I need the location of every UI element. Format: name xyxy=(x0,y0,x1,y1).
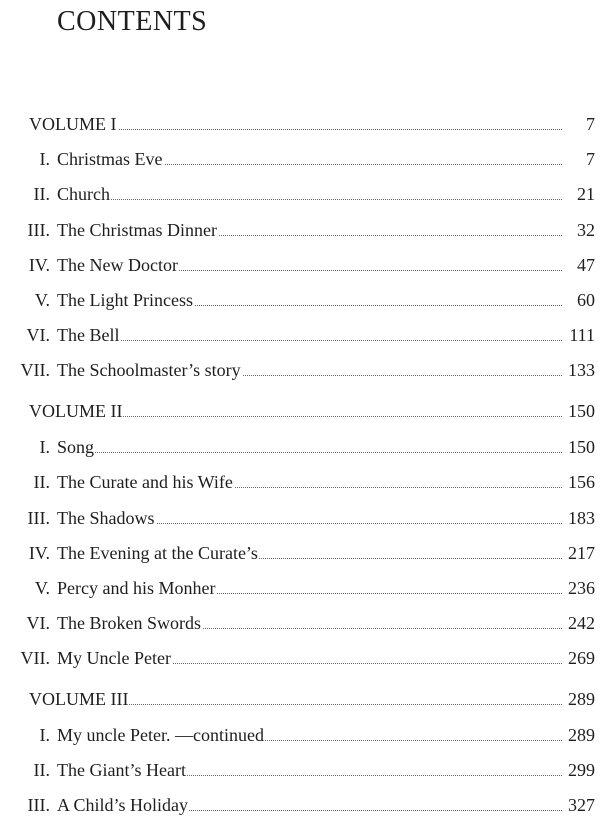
chapter-number: III. xyxy=(27,795,50,815)
chapter-title: The New Doctor xyxy=(57,255,178,275)
chapter-title: My uncle Peter. —continued xyxy=(57,725,264,745)
chapter-title: Church xyxy=(57,184,110,204)
chapter-entry[interactable] xyxy=(0,218,612,242)
chapter-number: VI. xyxy=(26,613,50,633)
chapter-title: The Curate and his Wife xyxy=(57,472,233,492)
chapter-number: II. xyxy=(33,184,50,204)
page-number: 21 xyxy=(577,184,595,204)
chapter-entry[interactable] xyxy=(0,541,612,565)
chapter-entry[interactable] xyxy=(0,435,612,459)
volume-title: VOLUME I xyxy=(29,114,117,134)
chapter-number: VII. xyxy=(20,648,50,668)
page-title: CONTENTS xyxy=(57,6,208,37)
chapter-number: I. xyxy=(39,149,50,169)
chapter-title: The Giant’s Heart xyxy=(57,760,186,780)
chapter-number: VI. xyxy=(26,325,50,345)
chapter-number: II. xyxy=(33,472,50,492)
chapter-number: I. xyxy=(39,725,50,745)
volume-title: VOLUME III xyxy=(29,689,129,709)
chapter-title: The Shadows xyxy=(57,508,155,528)
chapter-entry[interactable] xyxy=(0,470,612,494)
chapter-entry[interactable] xyxy=(0,288,612,312)
chapter-entry[interactable] xyxy=(0,506,612,530)
chapter-entry[interactable] xyxy=(0,358,612,382)
chapter-title: My Uncle Peter xyxy=(57,648,171,668)
chapter-number: V. xyxy=(34,578,50,598)
dot-leader xyxy=(57,199,562,200)
chapter-entry[interactable] xyxy=(0,611,612,635)
page-number: 111 xyxy=(569,325,595,345)
volume-entry[interactable] xyxy=(0,399,612,423)
chapter-title: Song xyxy=(57,437,95,457)
chapter-entry[interactable] xyxy=(0,793,612,817)
page-number: 327 xyxy=(568,795,595,815)
chapter-title: The Light Princess xyxy=(57,290,193,310)
chapter-entry[interactable] xyxy=(0,576,612,600)
chapter-number: V. xyxy=(34,290,50,310)
chapter-number: I. xyxy=(39,437,50,457)
chapter-title: Percy and his Monher xyxy=(57,578,216,598)
chapter-number: II. xyxy=(33,760,50,780)
chapter-entry[interactable] xyxy=(0,182,612,206)
volume-entry[interactable] xyxy=(0,112,612,136)
dot-leader xyxy=(57,452,562,453)
page-number: 242 xyxy=(568,613,595,633)
chapter-title: The Evening at the Curate’s xyxy=(57,543,258,563)
chapter-entry[interactable] xyxy=(0,646,612,670)
volume-entry[interactable] xyxy=(0,687,612,711)
page-number: 150 xyxy=(568,401,595,421)
chapter-number: VII. xyxy=(20,360,50,380)
chapter-title: A Child’s Holiday xyxy=(57,795,189,815)
page-number: 156 xyxy=(568,472,595,492)
page-number: 289 xyxy=(568,689,595,709)
chapter-entry[interactable] xyxy=(0,147,612,171)
chapter-title: The Christmas Dinner xyxy=(57,220,217,240)
chapter-title: Christmas Eve xyxy=(57,149,163,169)
volume-title: VOLUME II xyxy=(29,401,123,421)
chapter-entry[interactable] xyxy=(0,723,612,747)
chapter-entry[interactable] xyxy=(0,323,612,347)
chapter-entry[interactable] xyxy=(0,253,612,277)
page-number: 7 xyxy=(586,149,595,169)
page-number: 47 xyxy=(577,255,595,275)
page-number: 32 xyxy=(577,220,595,240)
chapter-number: III. xyxy=(27,508,50,528)
chapter-number: III. xyxy=(27,220,50,240)
page-number: 183 xyxy=(568,508,595,528)
page-number: 269 xyxy=(568,648,595,668)
page-number: 150 xyxy=(568,437,595,457)
page-number: 60 xyxy=(577,290,595,310)
page-number: 289 xyxy=(568,725,595,745)
chapter-title: The Bell xyxy=(57,325,120,345)
chapter-title: The Broken Swords xyxy=(57,613,201,633)
chapter-entry[interactable] xyxy=(0,758,612,782)
page-number: 236 xyxy=(568,578,595,598)
chapter-number: IV. xyxy=(28,543,50,563)
page-number: 133 xyxy=(568,360,595,380)
page-number: 7 xyxy=(586,114,595,134)
page-number: 217 xyxy=(568,543,595,563)
page-number: 299 xyxy=(568,760,595,780)
chapter-number: IV. xyxy=(28,255,50,275)
dot-leader xyxy=(57,340,562,341)
chapter-title: The Schoolmaster’s story xyxy=(57,360,241,380)
